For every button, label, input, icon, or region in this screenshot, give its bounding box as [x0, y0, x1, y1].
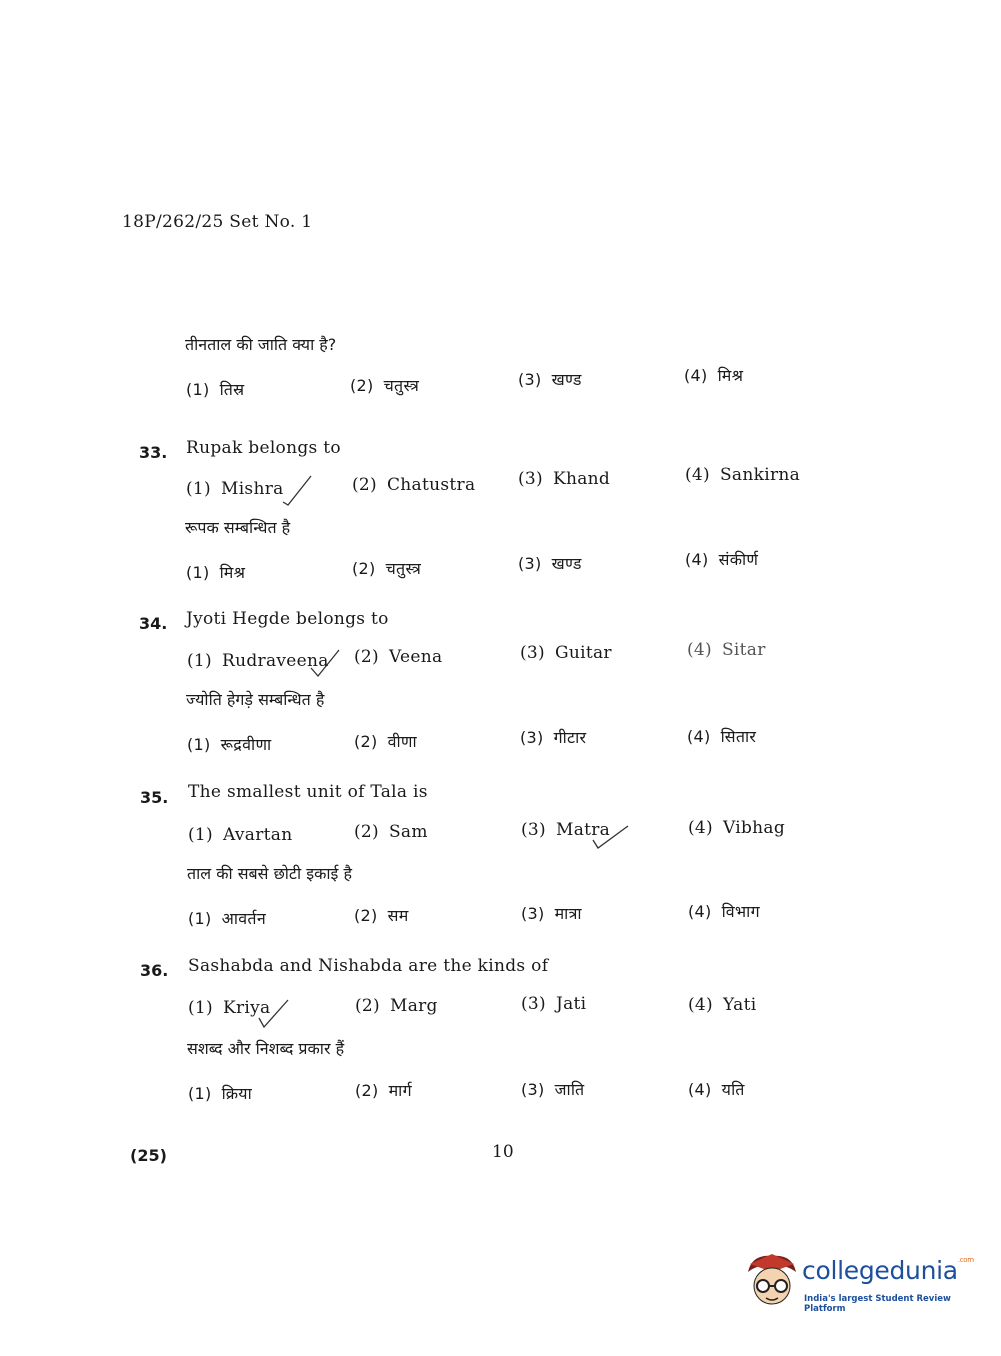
- q34-hi-option-1: (1) रूद्रवीणा: [187, 735, 272, 754]
- q35-hi-option-2: (2) सम: [354, 906, 409, 925]
- question-34-hindi: ज्योति हेगड़े सम्बन्धित है: [186, 690, 325, 709]
- q33-hi-option-2: (2) चतुस्त्र: [352, 559, 422, 578]
- question-36-hindi: सशब्द और निशब्द प्रकार हैं: [187, 1039, 345, 1058]
- q36-hi-option-1: (1) क्रिया: [188, 1084, 253, 1103]
- question-33-english: Rupak belongs to: [186, 438, 341, 458]
- q35-hi-option-1: (1) आवर्तन: [188, 909, 267, 928]
- logo-tagline: India's largest Student Review Platform: [804, 1294, 951, 1314]
- question-number-35: 35.: [140, 788, 169, 807]
- q33-hi-option-3: (3) खण्ड: [518, 554, 582, 573]
- q34-hi-option-3: (3) गीटार: [520, 728, 587, 747]
- answer-tick-mark: [280, 472, 314, 508]
- question-number-34: 34.: [139, 614, 168, 633]
- q35-en-option-3: (3) Matra: [521, 820, 611, 840]
- page-number: 10: [492, 1142, 514, 1162]
- q36-hi-option-2: (2) मार्ग: [355, 1081, 412, 1100]
- q35-hi-option-3: (3) मात्रा: [521, 904, 582, 923]
- q36-hi-option-4: (4) यति: [688, 1080, 745, 1099]
- question-35-hindi: ताल की सबसे छोटी इकाई है: [187, 864, 352, 883]
- question-36-english: Sashabda and Nishabda are the kinds of: [188, 956, 549, 976]
- q33-en-option-1: (1) Mishra: [186, 479, 284, 499]
- q32-hindi-question: तीनताल की जाति क्या है?: [185, 335, 337, 354]
- mascot-icon: [742, 1250, 802, 1312]
- q34-en-option-4: (4) Sitar: [687, 640, 766, 660]
- q33-hi-option-4: (4) संकीर्ण: [685, 550, 759, 569]
- collegedunia-logo: [742, 1250, 972, 1320]
- q34-en-option-3: (3) Guitar: [520, 643, 612, 663]
- question-33-hindi: रूपक सम्बन्धित है: [185, 518, 291, 537]
- q35-en-option-4: (4) Vibhag: [688, 818, 786, 838]
- answer-tick-mark: [308, 646, 342, 680]
- q32-hi-option-2: (2) चतुस्त्र: [350, 376, 420, 395]
- question-35-english: The smallest unit of Tala is: [188, 782, 428, 802]
- question-number-36: 36.: [140, 961, 169, 980]
- q36-en-option-1: (1) Kriya: [188, 998, 271, 1018]
- q35-en-option-2: (2) Sam: [354, 822, 428, 842]
- question-number-33: 33.: [139, 443, 168, 462]
- q34-en-option-1: (1) Rudraveena: [187, 651, 329, 671]
- q36-hi-option-3: (3) जाति: [521, 1080, 585, 1099]
- q33-en-option-4: (4) Sankirna: [685, 465, 801, 485]
- q32-hi-option-1: (1) तिस्र: [186, 380, 245, 399]
- answer-tick-mark: [590, 822, 632, 852]
- q33-en-option-2: (2) Chatustra: [352, 475, 476, 495]
- paper-set-code: (25): [130, 1146, 167, 1165]
- q34-hi-option-2: (2) वीणा: [354, 732, 417, 751]
- q35-en-option-1: (1) Avartan: [188, 825, 293, 845]
- answer-tick-mark: [256, 996, 292, 1032]
- q35-hi-option-4: (4) विभाग: [688, 902, 760, 921]
- q36-en-option-4: (4) Yati: [688, 995, 757, 1015]
- q32-hi-option-4: (4) मिश्र: [684, 366, 744, 385]
- q32-hi-option-3: (3) खण्ड: [518, 370, 582, 389]
- q36-en-option-3: (3) Jati: [521, 994, 587, 1014]
- q33-hi-option-1: (1) मिश्र: [186, 563, 246, 582]
- paper-code-header: 18P/262/25 Set No. 1: [122, 212, 313, 232]
- q34-hi-option-4: (4) सितार: [687, 727, 757, 746]
- question-34-english: Jyoti Hegde belongs to: [186, 609, 389, 629]
- q34-en-option-2: (2) Veena: [354, 647, 443, 667]
- q36-en-option-2: (2) Marg: [355, 996, 438, 1016]
- logo-wordmark: collegedunia$^{.com}$: [802, 1256, 974, 1285]
- q33-en-option-3: (3) Khand: [518, 469, 611, 489]
